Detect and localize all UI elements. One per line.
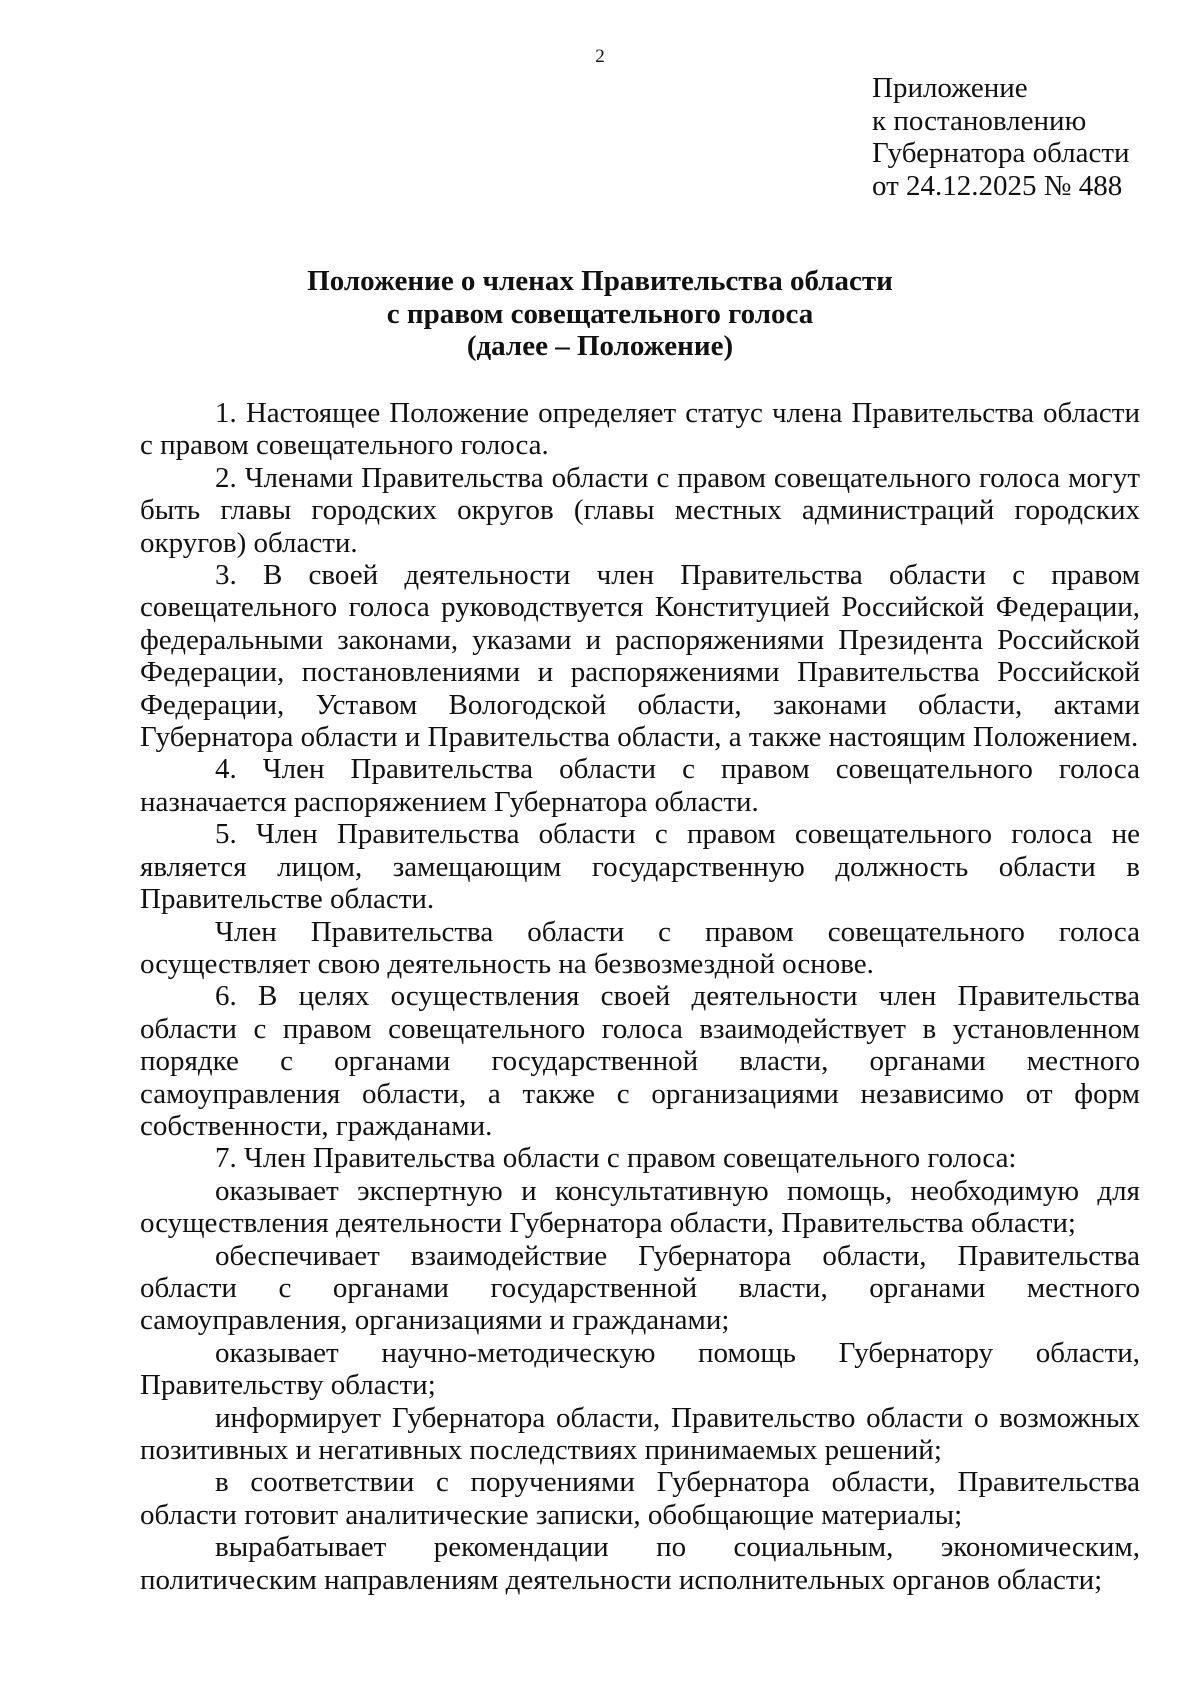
- paragraph: 2. Членами Правительства области с правом совещательного голоса могут быть главы городских округов (главы местных администраций городских округов) области.: [140, 461, 1140, 559]
- paragraph: 4. Член Правительства области с правом совещательного голоса назначается распоряжением Губернатора области.: [140, 753, 1140, 818]
- approval-line: от 24.12.2025 № 488: [872, 169, 1123, 202]
- approval-line: к постановлению: [872, 104, 1087, 137]
- paragraph: 5. Член Правительства области с правом совещательного голоса не является лицом, замещающим государственную должность области в Правительстве области.: [140, 818, 1140, 916]
- paragraph: в соответствии с поручениями Губернатора области, Правительства области готовит аналитические записки, обобщающие материалы;: [140, 1466, 1140, 1531]
- document-title: [0, 265, 1200, 363]
- paragraph: информирует Губернатора области, Правительство области о возможных позитивных и негативных последствиях принимаемых решений;: [140, 1401, 1140, 1466]
- paragraph: 6. В целях осуществления своей деятельности член Правительства области с правом совещательного голоса взаимодействует в установленном порядке с органами государственной власти, органами местного самоуправления области, а также с организациями независимо от форм собственности, гражданами.: [140, 980, 1140, 1142]
- page-number: 2: [595, 46, 605, 67]
- paragraph: 1. Настоящее Положение определяет статус члена Правительства области с правом совещательного голоса.: [140, 397, 1140, 462]
- paragraph: оказывает экспертную и консультативную помощь, необходимую для осуществления деятельности Губернатора области, Правительства области;: [140, 1174, 1140, 1240]
- paragraph: обеспечивает взаимодействие Губернатора области, Правительства области с органами государственной власти, органами местного самоуправления, организациями и гражданами;: [140, 1239, 1140, 1337]
- title-line: Положение о членах Правительства области: [307, 265, 893, 297]
- approval-line: Губернатора области: [872, 137, 1130, 169]
- title-line: с правом совещательного голоса: [386, 297, 814, 330]
- paragraph: 3. В своей деятельности член Правительства области с правом совещательного голоса руководствуется Конституцией Российской Федерации, федеральными законами, указами и распоряжениями Президента Российской Федерации, постановлениями и распоряжениями Правительства Российской Федерации, Уставом Вологодской области, законами области, актами Губернатора области и Правительства области, а также настоящим Положением.: [140, 559, 1140, 754]
- paragraph: оказывает научно-методическую помощь Губернатору области, Правительству области;: [140, 1336, 1140, 1402]
- document-body: [140, 397, 1140, 1596]
- title-line: (далее – Положение): [466, 330, 734, 362]
- paragraph: вырабатывает рекомендации по социальным, экономическим, политическим направлениям деятельности исполнительных органов области;: [140, 1531, 1140, 1596]
- approval-block: [872, 72, 1130, 202]
- approval-line: Приложение: [872, 72, 1028, 104]
- paragraph: 7. Член Правительства области с правом совещательного голоса:: [215, 1142, 1017, 1175]
- paragraph: Член Правительства области с правом совещательного голоса осуществляет свою деятельность на безвозмездной основе.: [140, 915, 1140, 980]
